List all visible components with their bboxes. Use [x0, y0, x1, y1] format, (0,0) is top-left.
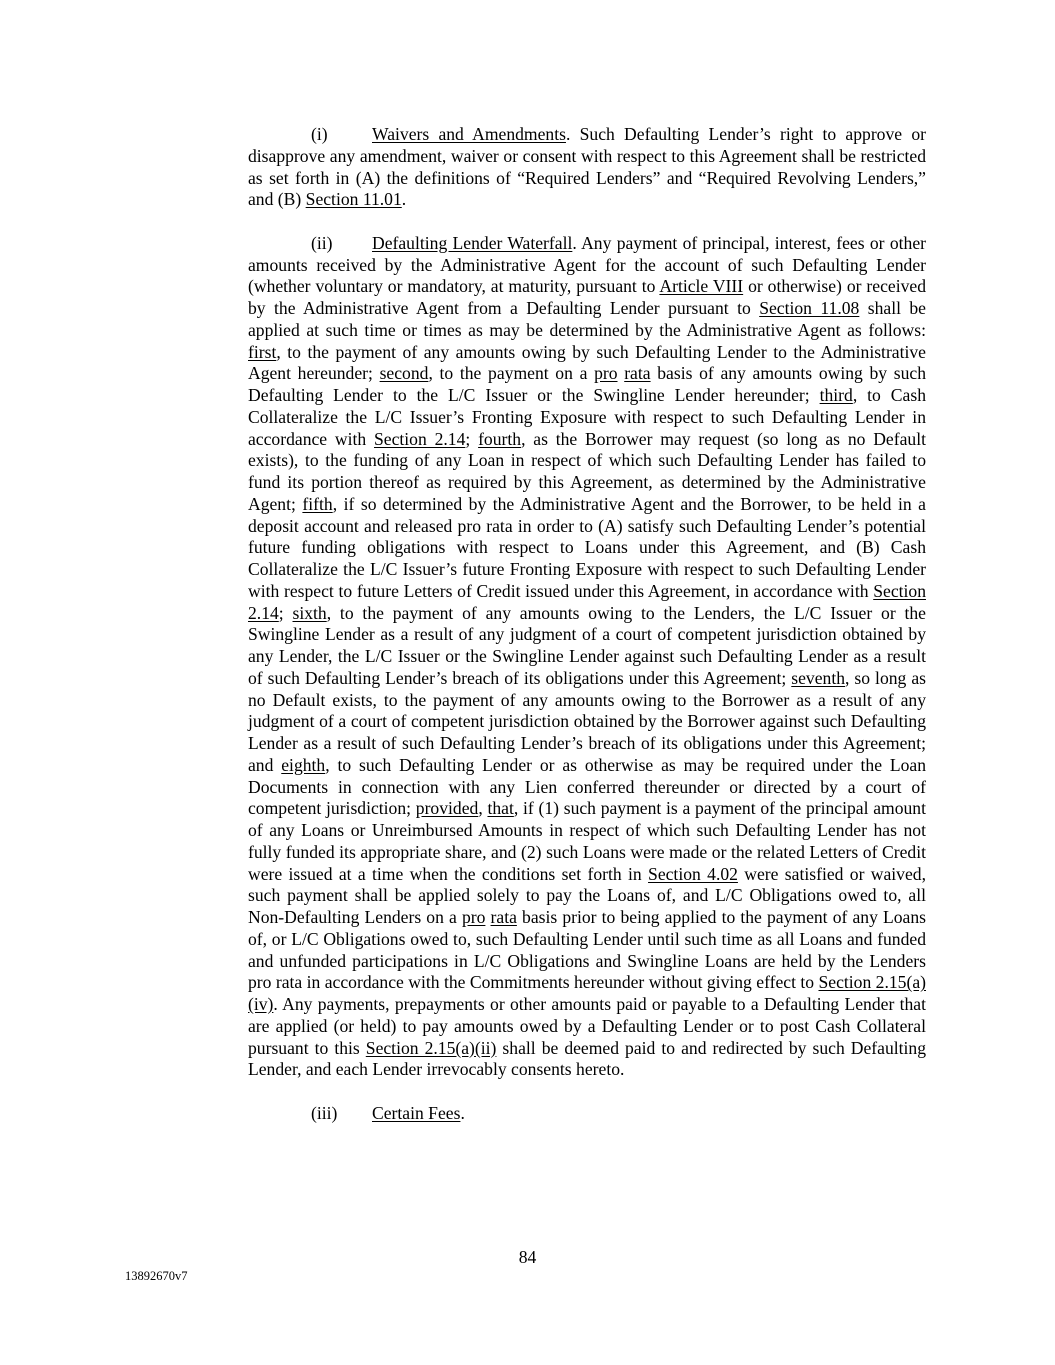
paragraph-text: basis prior to being applied to the payment of any Loans of, or L/C Obligations owed to, such Defaulting Lender until such time as all Loans and funded and unfunded participations in L/C Obligations and Swingline Loans are held by the Lenders pro rata in accordance with the Commitments hereunder without giving effect to [248, 907, 926, 993]
paragraph-text: . [460, 1102, 465, 1123]
section-ref-2-15-a-ii[interactable]: Section 2.15(a)(ii) [365, 1037, 497, 1058]
paragraph-text: , to the payment of any amounts owing by such Defaulting Lender to the Administrative Agent hereunder; [248, 341, 926, 384]
paragraph-text: basis of any amounts owing by such Defaulting Lender to the L/C Issuer or the Swingline Lender hereunder; [248, 363, 927, 405]
paragraph-text: or otherwise) or received by the Administrative Agent from a Defaulting Lender pursuant to [248, 276, 926, 318]
paragraph-text: ; [465, 428, 479, 449]
paragraph-i [248, 124, 926, 211]
article-ref-viii[interactable]: Article VIII [659, 276, 744, 297]
emphasis-fifth: fifth [302, 493, 333, 514]
paragraph-text: , if so determined by the Administrative Agent and the Borrower, to be held in a deposit account and released pro rata in order to (A) satisfy such Defaulting Lender’s potential future funding obligations with respect to Loans under this Agreement, and (B) Cash Collateralize the L/C Issuer’s future Fronting Exposure with respect to such Defaulting Lender with respect to future Letters of Credit issued under this Agreement, in accordance with [248, 493, 926, 601]
paragraph-text: , to the payment on a [428, 363, 595, 384]
paragraph-text: . Any payment of principal, interest, fees or other amounts received by the Administrative Agent for the account of such Defaulting Lender (whether voluntary or mandatory, at maturity, pursuant to [248, 232, 926, 297]
paragraph-text: , to the payment of any amounts owing to the Lenders, the L/C Issuer or the Swingline Lender as a result of any judgment of a court of competent jurisdiction obtained by any Lender, the L/C Issuer or the Swingline Lender against such Defaulting Lender as a result of such Defaulting Lender’s breach of its obligations under this Agreement; [248, 602, 926, 688]
paragraph-text: shall be applied at such time or times as may be determined by the Administrative Agent as follows: [248, 298, 926, 340]
section-ref-4-02[interactable]: Section 4.02 [648, 863, 738, 884]
paragraph-heading: Waivers and Amendments [372, 124, 566, 144]
emphasis-third: third [819, 385, 853, 405]
paragraph-number: (iii) [311, 1102, 338, 1123]
paragraph-text: , to such Defaulting Lender or as otherwise as may be required under the Loan Documents in connection with any Lien conferred thereunder or directed by a court of competent jurisdiction; [248, 754, 926, 819]
paragraph-text: , to Cash Collateralize the L/C Issuer’s Fronting Exposure with respect to such Defaulting Lender in accordance with [248, 385, 926, 449]
paragraph-text: , so long as no Default exists, to the payment of any amounts owing to the Borrower as a result of any judgment of a court of competent jurisdiction obtained by the Borrower against such Defaulting Lender as a result of such Defaulting Lender’s breach of its obligations under this Agreement; and [248, 667, 926, 775]
emphasis-second: second [379, 363, 429, 384]
emphasis-that: that [487, 798, 514, 819]
paragraph-text: shall be deemed paid to and redirected by such Defaulting Lender, and each Lender irrevocably consents hereto. [248, 1037, 927, 1080]
paragraph-text: were satisfied or waived, such payment shall be applied solely to pay the Loans of, and L/C Obligations owed to, all Non-Defaulting Lenders on a [248, 863, 926, 927]
section-ref-2-14[interactable]: Section 2.14 [374, 428, 466, 449]
paragraph-text: , as the Borrower may request (so long as no Default exists), to the funding of any Loan in respect of which such Defaulting Lender has failed to fund its portion thereof as required by this Agreement, as determined by the Administrative Agent; [248, 428, 926, 514]
section-ref-2-14[interactable]: Section 2.14 [248, 580, 926, 623]
document-id: 13892670v7 [125, 1269, 188, 1283]
section-ref-2-15-a-iv[interactable]: Section 2.15(a)(iv) [248, 972, 926, 1014]
emphasis-pro: pro [461, 907, 486, 927]
section-ref-11-01[interactable]: Section 11.01 [305, 189, 402, 210]
page-number: 84 [518, 1247, 537, 1267]
emphasis-eighth: eighth [281, 754, 326, 775]
paragraph-ii [248, 233, 926, 1081]
paragraph-text: , if (1) such payment is a payment of the principal amount of any Loans or Unreimbursed Amounts in respect of which such Defaulting Lender has not fully funded its appropriate share, and (2) such Loans were made or the related Letters of Credit were issued at a time when the conditions set forth in [248, 798, 926, 884]
emphasis-sixth: sixth [292, 602, 327, 623]
emphasis-first: first [248, 341, 277, 362]
paragraph-text: . Any payments, prepayments or other amounts paid or payable to a Defaulting Lender that are applied (or held) to pay amounts owed by a Defaulting Lender or to post Cash Collateral pursuant to this [248, 994, 926, 1058]
paragraph-text: ; [278, 602, 293, 623]
emphasis-fourth: fourth [478, 428, 522, 449]
emphasis-seventh: seventh [791, 667, 846, 688]
paragraph-number: (ii) [311, 232, 333, 253]
document-body [248, 124, 926, 1125]
emphasis-rata: rata [624, 363, 651, 384]
emphasis-rata: rata [490, 907, 517, 927]
paragraph-heading: Certain Fees [372, 1102, 461, 1123]
paragraph-text: , [478, 798, 488, 819]
paragraph-number: (i) [311, 124, 328, 144]
paragraph-heading: Defaulting Lender Waterfall [372, 232, 573, 253]
paragraph-text: . Such Defaulting Lender’s right to approve or disapprove any amendment, waiver or consent with respect to this Agreement shall be restricted as set forth in (A) the definitions of “Required Lenders” and “Required Revolving Lenders,” and (B) [248, 124, 926, 210]
emphasis-provided: provided [415, 798, 479, 819]
emphasis-pro: pro [594, 363, 618, 384]
paragraph-iii [248, 1103, 926, 1125]
paragraph-text: . [401, 189, 407, 210]
section-ref-11-08[interactable]: Section 11.08 [759, 298, 860, 318]
